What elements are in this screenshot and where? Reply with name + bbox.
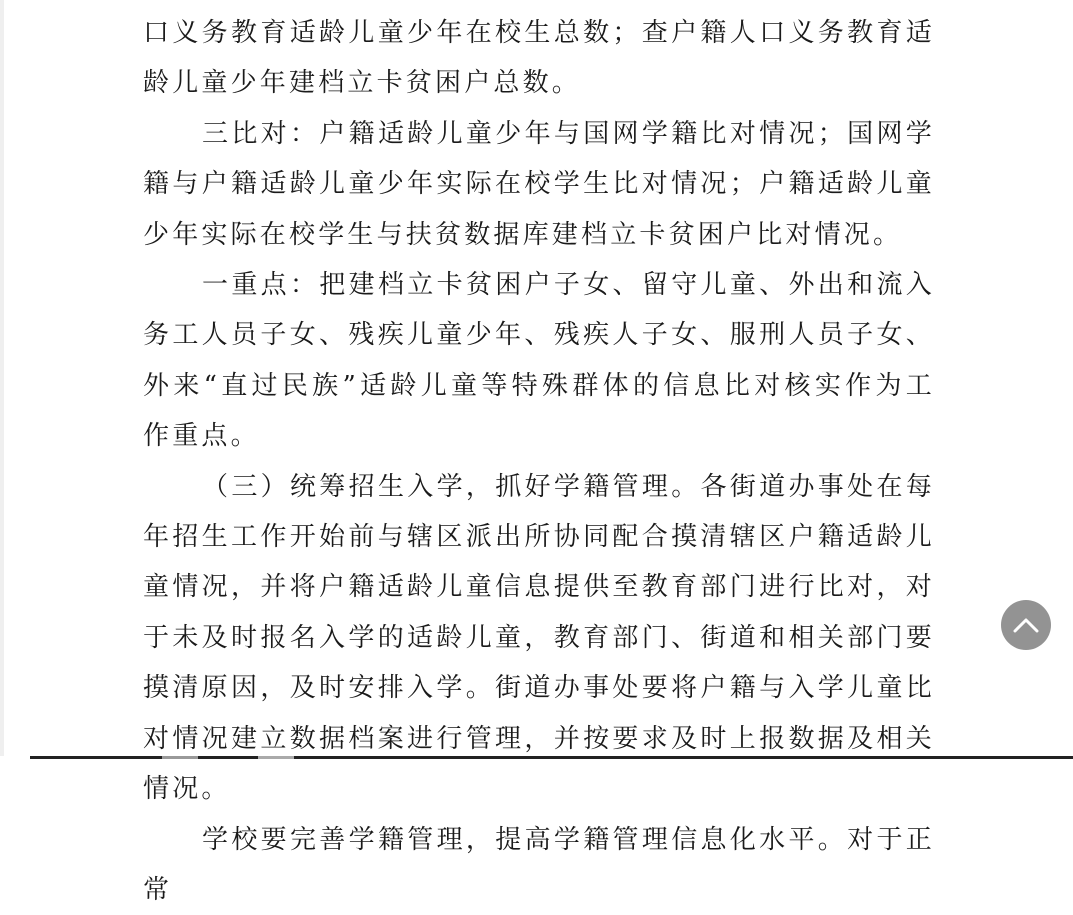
page-left-edge: [0, 0, 4, 759]
paragraph-three-comparisons: 三比对：户籍适龄儿童少年与国网学籍比对情况；国网学籍与户籍适龄儿童少年实际在校学生比对情况；户籍适龄儿童少年实际在校学生与扶贫数据库建档立卡贫困户比对情况。: [143, 109, 935, 260]
chevron-up-icon: [1013, 617, 1039, 633]
paragraph-one-focus: 一重点：把建档立卡贫困户子女、留守儿童、外出和流入务工人员子女、残疾儿童少年、残疾人子女、服刑人员子女、外来“直过民族”适龄儿童等特殊群体的信息比对核实作为工作重点。: [143, 260, 935, 462]
back-to-top-button[interactable]: [1001, 600, 1051, 650]
paragraph-school-registration: 学校要完善学籍管理，提高学籍管理信息化水平。对于正常: [143, 815, 935, 915]
bottom-divider: [0, 756, 1073, 759]
document-body: [143, 8, 935, 915]
paragraph-enrollment-management: （三）统筹招生入学，抓好学籍管理。各街道办事处在每年招生工作开始前与辖区派出所协同配合摸清辖区户籍适龄儿童情况，并将户籍适龄儿童信息提供至教育部门进行比对，对于未及时报名入学的适龄儿童，教育部门、街道和相关部门要摸清原因，及时安排入学。街道办事处要将户籍与入学儿童比对情况建立数据档案进行管理，并按要求及时上报数据及相关情况。: [143, 462, 935, 815]
paragraph-enrollment-totals: 口义务教育适龄儿童少年在校生总数；查户籍人口义务教育适龄儿童少年建档立卡贫困户总数。: [143, 8, 935, 109]
